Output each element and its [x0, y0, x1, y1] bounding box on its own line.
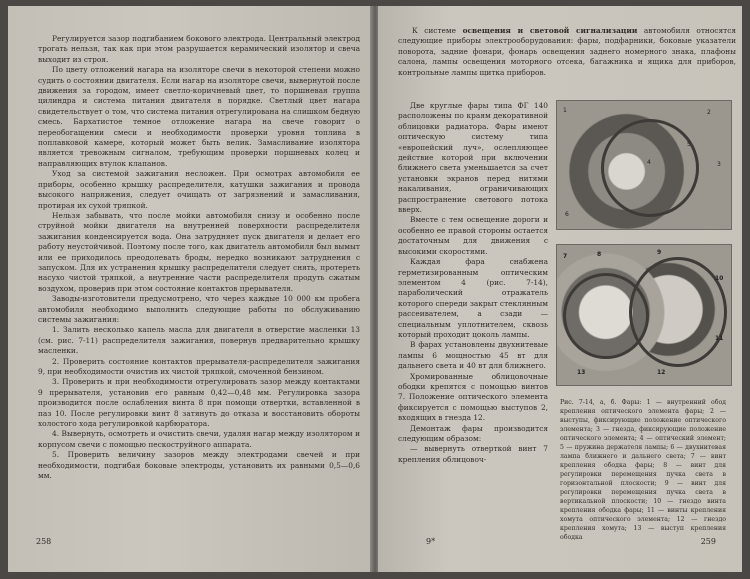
paragraph: — вывернуть отверткой винт 7 крепления облицовоч-: [398, 444, 548, 464]
headlight-rim: [601, 119, 699, 217]
intro-rest: автомобиля относятся следующие приборы электрооборудования: фары, подфарники, боковые указатели поворота, задние фонари, фонарь освещения заднего номерного знака, плафоны салона, лампы освещения моторного отсека, багажника и ящика для приборов, контрольные лампы щитка приборов.: [398, 26, 737, 77]
left-page: [8, 6, 372, 572]
page-number-right: 259: [700, 537, 716, 546]
figure-label: 12: [657, 369, 666, 376]
right-page-intro: [398, 26, 736, 78]
figure-label: 10: [715, 275, 724, 282]
paragraph: Демонтаж фары производится следующим образом:: [398, 423, 548, 443]
paragraph: 4. Вывернуть, осмотреть и очистить свечи, удаляя нагар между изолятором и корпусом свечи с помощью пескоструйного аппарата.: [38, 429, 360, 449]
figure-label: 1: [563, 107, 567, 114]
paragraph: Заводы-изготовители предусмотрено, что через каждые 10 000 км пробега автомобиля необходимо выполнить следующие работы по обслуживанию системы зажигания:: [38, 294, 360, 324]
paragraph: 2. Проверить состояние контактов прерывателя-распределителя зажигания 9, при необходимости очистив их чистой тряпкой, смоченной бензином.: [38, 356, 360, 376]
intro-lead: К системе: [412, 26, 457, 35]
left-page-body: [38, 34, 360, 481]
figure-label: 8: [597, 251, 602, 258]
paragraph: Две круглые фары типа ФГ 140 расположены по краям декоративной облицовки радиатора. Фары имеют оптическую систему типа «европейский луч», ослепляющее действие которой при включении ближнего света уменьшается за счет установки экранов перед нитями накаливания, ограничивающих распространение светового потока вверх.: [398, 101, 548, 215]
intro-bold-term: освещения и световой сигнализации: [462, 26, 638, 35]
paragraph: Каждая фара снабжена герметизированным оптическим элементом 4 (рис. 7-14), параболический отражатель которого спереди закрыт стеклянным рассеивателем, а сзади — специальным уплотнителем, сквозь который проходит цоколь лампы.: [398, 257, 548, 339]
paragraph: [398, 26, 736, 78]
paragraph: 5. Проверить величину зазоров между электродами свечей и при необходимости, подгибая боковые электроды, установить их равными 0,5—0,6 мм.: [38, 450, 360, 481]
paragraph: По цвету отложений нагара на изоляторе свечи в некоторой степени можно судить о состоянии двигателя. Если нагар на изоляторе свечи, вывернутой после движения за городом, имеет светло-коричневый цвет, то поршневая группа цилиндра и система питания двигателя в порядке. Светлый цвет нагара свидетельствует о том, что система питания отрегулирована на слишком бедную смесь. Бархатистое темное отложение нагара на свече говорит о переобогащении смеси и необходимости проверки уровня топлива в поплавковой камере, который может быть велик. Замасливание изолятора является тревожным сигналом, требующим проверки поршневых колец и направляющих втулок клапанов.: [38, 65, 360, 168]
figure-label: 2: [707, 109, 711, 116]
paragraph: Хромированные облицовочные ободки крепятся с помощью винтов 7. Положение оптического элемента фиксируется с помощью выступов 2, входящих в гнезда 12.: [398, 371, 548, 423]
figure-label: 13: [577, 369, 586, 376]
page-number-left: 258: [36, 537, 52, 546]
right-page: [378, 6, 742, 572]
right-page-column: [398, 101, 548, 465]
headlight-photo-a: [556, 100, 732, 230]
paragraph: Уход за системой зажигания несложен. При осмотрах автомобиля ее приборы, особенно крышку распределителя, катушки зажигания и провода высокого напряжения, следует очищать от загрязнений и замасливания, протирая их сухой тряпкой.: [38, 169, 360, 210]
paragraph: Регулируется зазор подгибанием бокового электрода. Центральный электрод трогать нельзя, так как при этом разрушается керамический изолятор и свеча выходит из строя.: [38, 34, 360, 64]
paragraph: 3. Проверить и при необходимости отрегулировать зазор между контактами 9 прерывателя, установив его равным 0,42—0,48 мм. Регулировка зазора производится после ослабления винта 8 при помощи отвертки, вставленной в паз 10. После регулировки винт 8 затянуть до отказа и восстановить обороты холостого хода регулировкой карбюратора.: [38, 377, 360, 429]
paragraph: Вместе с тем освещение дороги и особенно ее правой стороны остается достаточным для движения с высокими скоростями.: [398, 215, 548, 256]
headlight-photo-b: [556, 244, 732, 386]
figure-label: 7: [563, 253, 568, 260]
figure-caption: Рис. 7-14, а, б. Фары: 1 — внутренний обод крепления оптического элемента фары; 2 — выступы, фиксирующие положение оптического элемента; 3 — гнезда, фиксирующие положение оптического элемента; 4 — оптический элемент; 5 — пружина держателя лампы; 6 — двухнитевая лампа ближнего и дальнего света; 7 — винт крепления ободка фары; 8 — винт для регулировки перемещения пучка света в горизонтальной плоскости; 9 — винт для регулировки перемещения пучка света в вертикальной плоскости; 10 — гнездо винта крепления ободка фары; 11 — винты крепления хомута оптического элемента; 12 — гнездо крепления хомута; 13 — выступ крепления ободка: [560, 399, 726, 541]
figure-label: 5: [687, 141, 691, 148]
signature-mark: 9*: [426, 537, 436, 546]
headlight-housing: [629, 257, 727, 367]
paragraph: 1. Залить несколько капель масла для двигателя в отверстие масленки 13 (см. рис. 7-11) распределителя зажигания, повернув предварительно крышку масленки.: [38, 325, 360, 356]
figure-label: 6: [565, 211, 569, 218]
figure-label: 4: [647, 159, 651, 166]
figure-label: 11: [715, 335, 724, 342]
figure-label: 9: [657, 249, 662, 256]
paragraph: Нельзя забывать, что после мойки автомобиля снизу и особенно после струйной мойки двигателя на внутренней поверхности распределителя зажигания конденсируется вода. Она затрудняет пуск двигателя и делает его работу неустойчивой. Поэтому после того, как двигатель автомобиля был вымыт или ее приходилось преодолевать броды, нередко возникают затруднения с запуском. Для их устранения крышку распределителя следует снять, протереть насухо чистой тряпкой, а внутренние части распределителя продуть сжатым воздухом, проверив при этом состояние контактов прерывателя.: [38, 210, 360, 293]
figure-label: 3: [717, 161, 721, 168]
paragraph: В фарах установлены двухнитевые лампы 6 мощностью 45 вт для дальнего света и 40 вт для ближнего.: [398, 340, 548, 371]
